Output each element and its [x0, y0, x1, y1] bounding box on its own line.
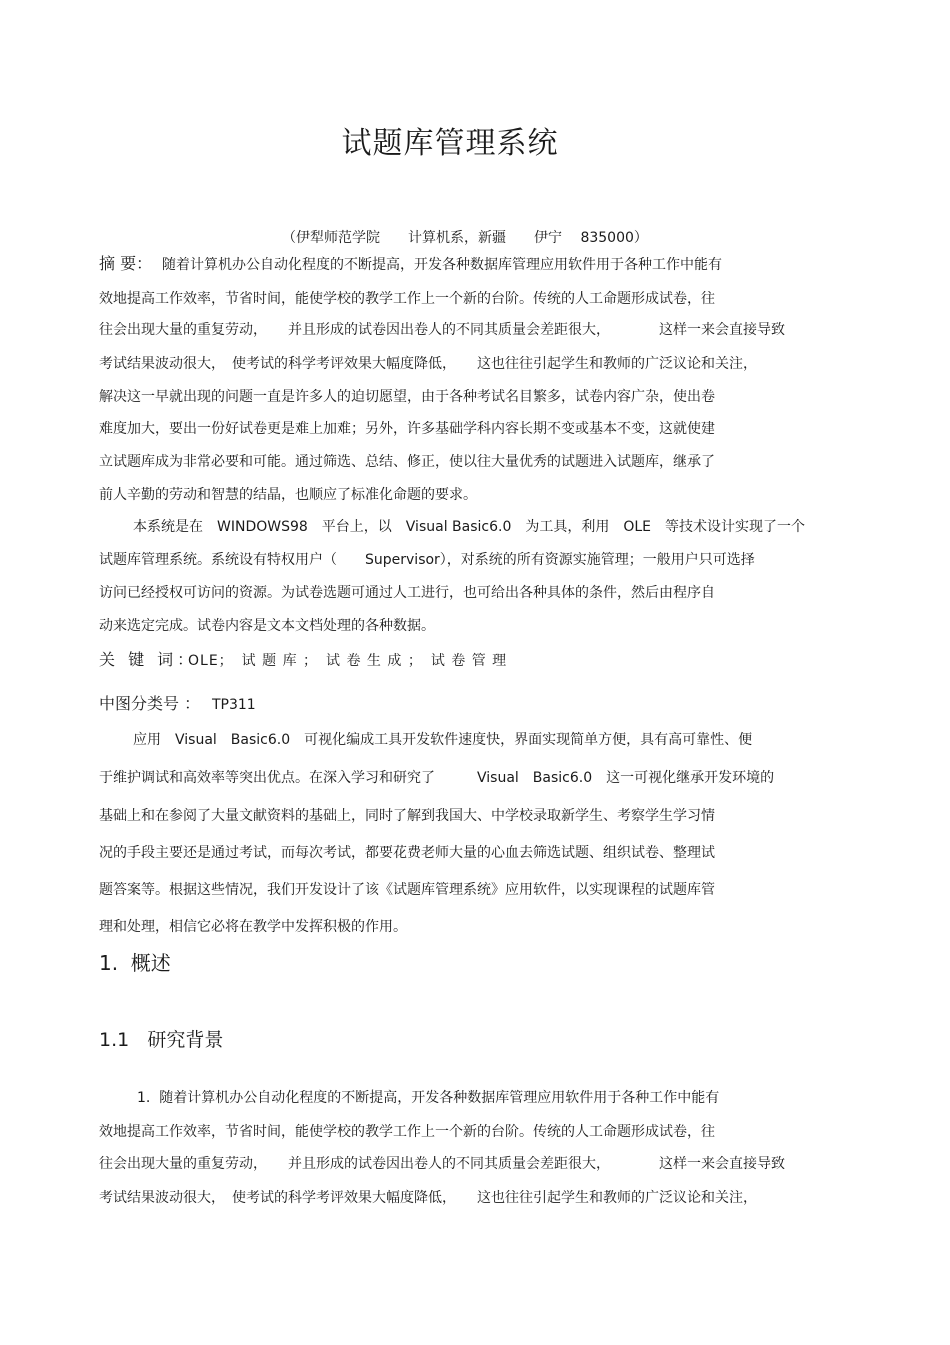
abstract-line: 前人辛勤的劳动和智慧的结晶，也顺应了标准化命题的要求。: [99, 487, 477, 503]
abstract-line: 随着计算机办公自动化程度的不断提高，开发各种数据库管理应用软件用于各种工作中能有: [162, 257, 722, 273]
abstract-line: 往会出现大量的重复劳动， 并且形成的试卷因出卷人的不同其质量会差距很大， 这样一来会直接导致: [99, 322, 785, 338]
intro-line: 基础上和在参阅了大量文献资料的基础上，同时了解到我国大、中学校录取新学生、考察学生学习情: [99, 808, 715, 824]
body-line: 1. 随着计算机办公自动化程度的不断提高，开发各种数据库管理应用软件用于各种工作中能有: [137, 1090, 720, 1106]
body-line: 考试结果波动很大， 使考试的科学考评效果大幅度降低， 这也往往引起学生和教师的广泛议论和关注，: [99, 1190, 757, 1206]
abstract-para2-line: 本系统是在 WINDOWS98 平台上，以 Visual Basic6.0 为工具，利用 OLE 等技术设计实现了一个: [133, 519, 806, 535]
abstract-line: 考试结果波动很大， 使考试的科学考评效果大幅度降低， 这也往往引起学生和教师的广泛议论和关注，: [99, 356, 757, 372]
section-heading: 1. 概述: [99, 951, 171, 975]
abstract-line: 效地提高工作效率，节省时间，能使学校的教学工作上一个新的台阶。传统的人工命题形成试卷，往: [99, 291, 715, 307]
classification-value: TP311: [212, 697, 256, 713]
intro-line: 题答案等。根据这些情况，我们开发设计了该《试题库管理系统》应用软件，以实现课程的试题库管: [99, 882, 715, 898]
abstract-line: 难度加大，要出一份好试卷更是难上加难；另外，许多基础学科内容长期不变或基本不变，这就使建: [99, 421, 715, 437]
keywords-value: OLE； 试 题 库 ； 试 卷 生 成 ； 试 卷 管 理: [188, 653, 508, 669]
abstract-para2-line: 试题库管理系统。系统设有特权用户（ Supervisor），对系统的所有资源实施管理；一般用户只可选择: [99, 552, 755, 568]
keywords-label: 关 键 词：: [99, 650, 198, 669]
intro-line: 况的手段主要还是通过考试，而每次考试，都要花费老师大量的心血去筛选试题、组织试卷、整理试: [99, 845, 715, 861]
author-affiliation: （伊犁师范学院 计算机系，新疆 伊宁 835000）: [282, 230, 648, 246]
intro-line: 应用 Visual Basic6.0 可视化编成工具开发软件速度快，界面实现简单方便，具有高可靠性、便: [133, 732, 753, 748]
subsection-heading: 1.1 研究背景: [99, 1029, 224, 1051]
abstract-para2-line: 访问已经授权可访问的资源。为试卷选题可通过人工进行，也可给出各种具体的条件，然后由程序自: [99, 585, 715, 601]
intro-line: 理和处理，相信它必将在教学中发挥积极的作用。: [99, 919, 407, 935]
intro-line: 于维护调试和高效率等突出优点。在深入学习和研究了 Visual Basic6.0 这一可视化继承开发环境的: [99, 770, 775, 786]
abstract-label: 摘 要：: [99, 254, 153, 273]
abstract-para2-line: 动来选定完成。试卷内容是文本文档处理的各种数据。: [99, 618, 435, 634]
body-line: 往会出现大量的重复劳动， 并且形成的试卷因出卷人的不同其质量会差距很大， 这样一来会直接导致: [99, 1156, 785, 1172]
paper-title: 试题库管理系统: [341, 126, 559, 161]
abstract-line: 立试题库成为非常必要和可能。通过筛选、总结、修正，使以往大量优秀的试题进入试题库，继承了: [99, 454, 715, 470]
body-line: 效地提高工作效率，节省时间，能使学校的教学工作上一个新的台阶。传统的人工命题形成试卷，往: [99, 1124, 715, 1140]
abstract-line: 解决这一早就出现的问题一直是许多人的迫切愿望，由于各种考试名目繁多，试卷内容广杂，使出卷: [99, 389, 715, 405]
classification-label: 中图分类号 ：: [99, 694, 201, 713]
